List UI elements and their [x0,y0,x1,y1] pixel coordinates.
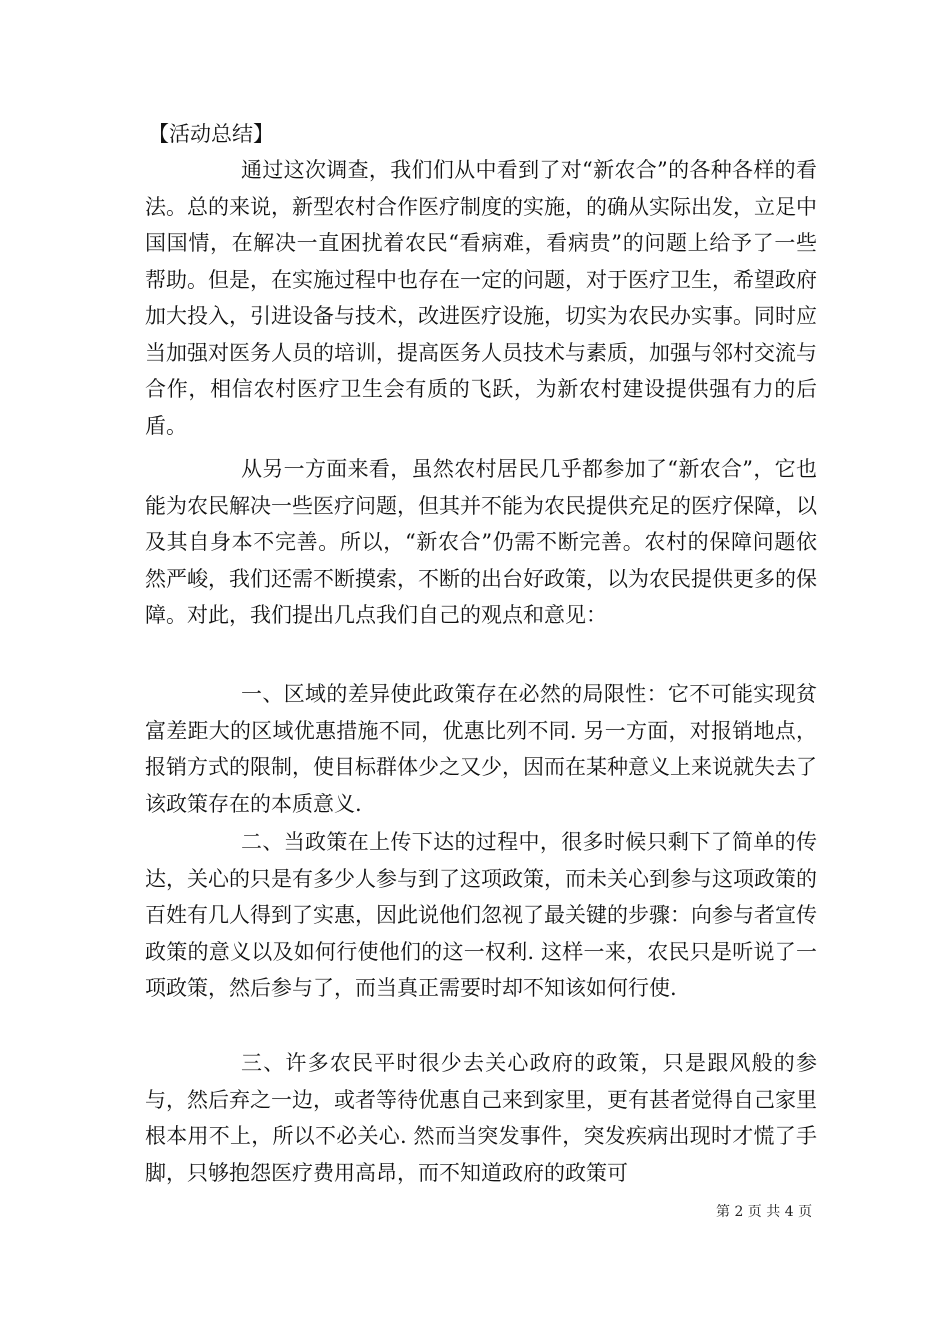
paragraph-point-three: 三、许多农民平时很少去关心政府的政策，只是跟风般的参与，然后弃之一边，或者等待优惠自己来到家里，更有甚者觉得自己家里根本用不上，所以不必关心. 然而当突发事件，突发疾病出现时才慌了手脚，只够抱怨医疗费用高昂，而不知道政府的政策可 [145,1051,817,1185]
paragraph-point-two: 二、当政策在上传下达的过程中，很多时候只剩下了简单的传达，关心的只是有多少人参与到了这项政策，而未关心到参与这项政策的百姓有几人得到了实惠，因此说他们忽视了最关键的步骤：向参与者宣传政策的意义以及如何行使他们的这一权利. 这样一来，农民只是听说了一项政策，然后参与了，而当真正需要时却不知该如何行使. [145,830,817,1000]
paragraph-other-view: 从另一方面来看，虽然农村居民几乎都参加了“新农合”，它也能为农民解决一些医疗问题，但其并不能为农民提供充足的医疗保障，以及其自身本不完善。所以，“新农合”仍需不断完善。农村的保障问题依然严峻，我们还需不断摸索，不断的出台好政策，以为农民提供更多的保障。对此，我们提出几点我们自己的观点和意见： [145,457,817,627]
section-heading: 【活动总结】 [148,122,274,146]
paragraph-summary: 通过这次调查，我们们从中看到了对“新农合”的各种各样的看法。总的来说，新型农村合作医疗制度的实施，的确从实际出发，立足中国国情，在解决一直困扰着农民“看病难，看病贵”的问题上给予了一些帮助。但是，在实施过程中也存在一定的问题，对于医疗卫生，希望政府加大投入，引进设备与技术，改进医疗设施，切实为农民办实事。同时应当加强对医务人员的培训，提高医务人员技术与素质，加强与邻村交流与合作，相信农村医疗卫生会有质的飞跃，为新农村建设提供强有力的后盾。 [145,158,817,438]
paragraph-point-one: 一、区域的差异使此政策存在必然的局限性：它不可能实现贫富差距大的区域优惠措施不同，优惠比列不同. 另一方面，对报销地点，报销方式的限制，使目标群体少之又少，因而在某种意义上来说就失去了该政策存在的本质意义. [145,682,817,816]
page-number-footer: 第 2 页 共 4 页 [716,1204,813,1220]
